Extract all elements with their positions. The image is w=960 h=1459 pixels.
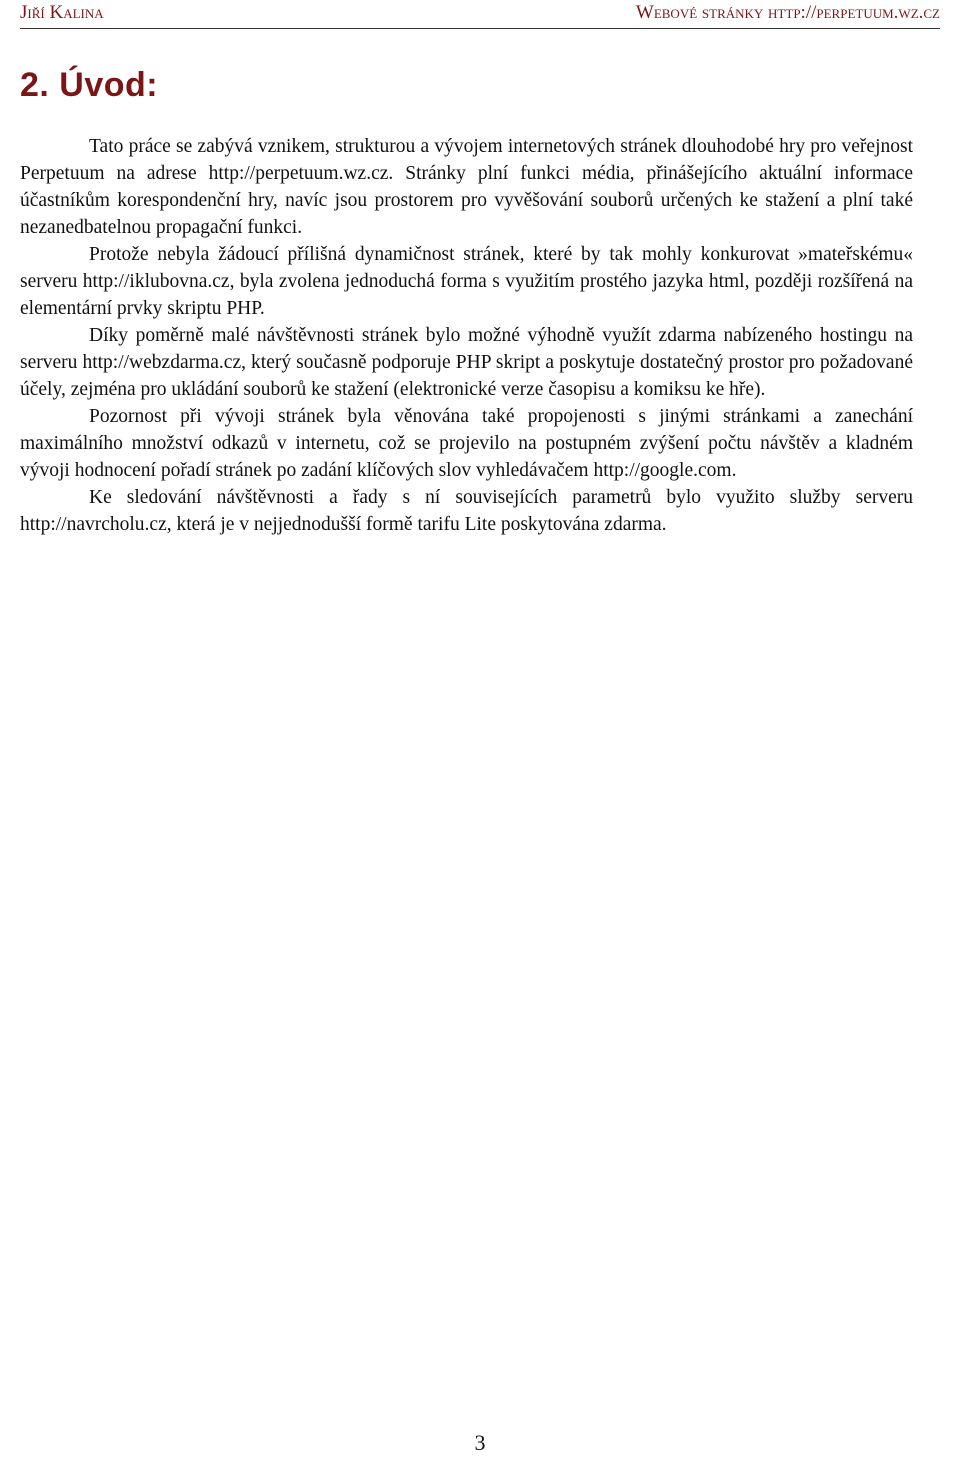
paragraph-links: Pozornost při vývoji stránek byla věnována také propojenosti s jinými stránkami a zanechání maximálního množství odkazů v internetu, což se projevilo na postupném zvýšení počtu návštěv a kladném vývoji hodnocení pořadí stránek po zadání klíčových slov vyhledávačem http://google.com. (20, 406, 913, 481)
paragraph-intro: Tato práce se zabývá vznikem, strukturou a vývojem internetových stránek dlouhodobé hry pro veřejnost Perpetuum na adrese http://perpetuum.wz.cz. Stránky plní funkci média, přinášejícího aktuální informace účastníkům korespondenční hry, navíc jsou prostorem pro vyvěšování souborů určených ke stažení a plní také nezanedbatelnou propagační funkci. (20, 136, 913, 238)
header-site: Webové stránky http://perpetuum.wz.cz (635, 2, 940, 23)
running-header (20, 2, 940, 29)
paragraph-traffic: Ke sledování návštěvnosti a řady s ní souvisejících parametrů bylo využito služby serveru http://navrcholu.cz, která je v nejjednodušší formě tarifu Lite poskytována zdarma. (20, 487, 913, 535)
header-author: Jiří Kalina (20, 2, 104, 23)
page-number: 3 (474, 1430, 486, 1455)
paragraph-hosting: Díky poměrně malé návštěvnosti stránek bylo možné výhodně využít zdarma nabízeného hostingu na serveru http://webzdarma.cz, který současně podporuje PHP skript a poskytuje dostatečný prostor pro požadované účely, zejména pro ukládání souborů ke stažení (elektronické verze časopisu a komiksu ke hře). (20, 325, 913, 400)
paragraph-dynamics: Protože nebyla žádoucí přílišná dynamičnost stránek, které by tak mohly konkurovat »mateřskému« serveru http://iklubovna.cz, byla zvolena jednoduchá forma s využitím prostého jazyka html, později rozšířená na elementární prvky skriptu PHP. (20, 244, 913, 319)
body-text (20, 133, 913, 538)
chapter-title: 2. Úvod: (20, 66, 159, 104)
